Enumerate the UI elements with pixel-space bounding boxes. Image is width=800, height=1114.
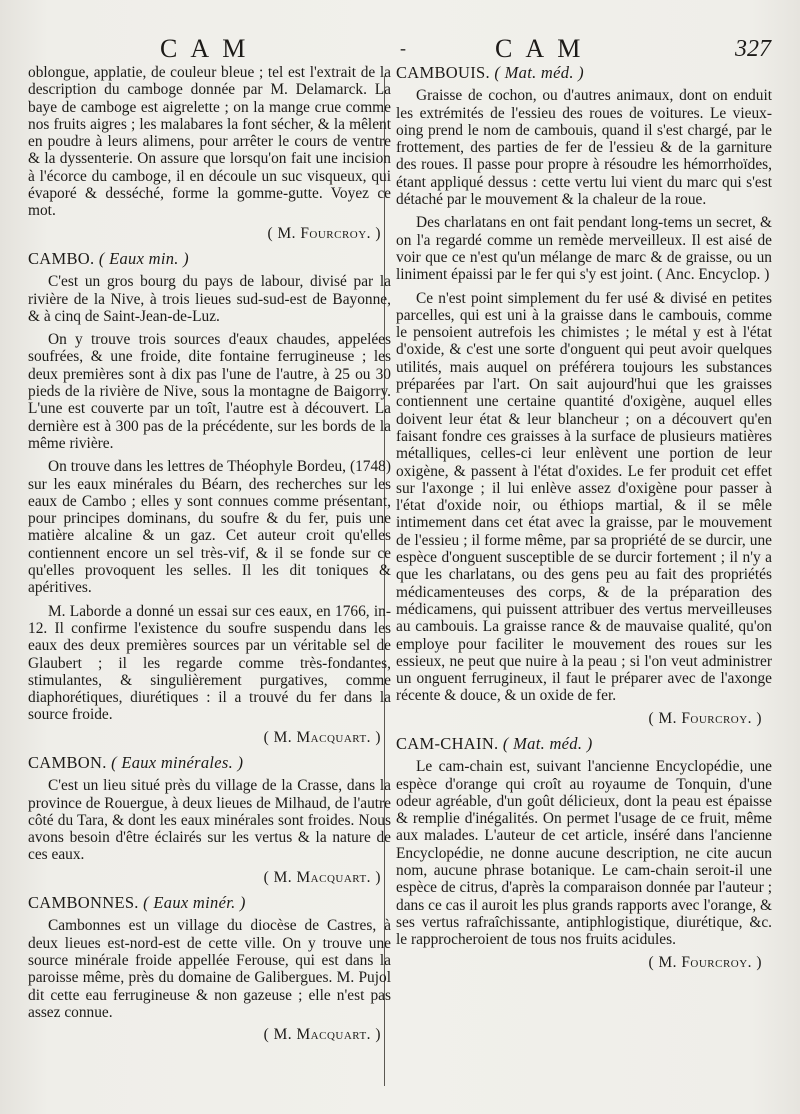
author-signature: ( M. Macquart. ) — [263, 1026, 381, 1044]
entry-cam-chain — [396, 735, 772, 971]
entry-paragraph: C'est un lieu situé près du village de la Crasse, dans la province de Rouergue, à deux lieues de Milhaud, de l'autre côté du Tara, & dont les eaux minérales sont froides. Nous avons besoin d'être éclairés sur les vertus & la nature de ces eaux. — [28, 777, 391, 864]
running-head-dash: - — [400, 38, 406, 58]
entry-category: ( Mat. méd. ) — [502, 733, 593, 753]
author-signature: ( M. Macquart. ) — [263, 868, 381, 886]
entry-title: CAMBONNES. — [28, 893, 139, 913]
entry-text: oblongue, applatie, de couleur bleue ; tel est l'extrait de la description du camboge donnée par M. Delamarck. La baye de camboge est aigrelette ; on la mange crue comme nos fruits aigres ; les malabares la font sécher, & la mêlent en poudre à leurs alimens, pour arrêter le cours de ventre & la dyssenterie. On assure que lorsqu'on fait une incision à l'écorce du camboge, il en découle un suc visqueux, qui évaporé & desséché, forme la gomme-gutte. Voyez ce mot. — [28, 64, 391, 220]
entry-heading — [396, 64, 772, 81]
entry-camboge-continued — [28, 64, 391, 242]
entry-paragraph: Ce n'est point simplement du fer usé & divisé en petites parcelles, qui est uni à la graisse dans le cambouis, comme le pensoient autrefois les chimistes ; le métal y est à l'état d'oxide, & c'est une sorte d'onguent qui peut avoir quelques utilités, mais auquel on préférera toujours les substances préparées par l'art. On sait aujourd'hui que les graisses contiennent une certaine quantité d'oxigène, auquel elles doivent leur état & leur blancheur ; on a découvert qu'en faisant fondre ces graisses à la surface de plusieurs matières métalliques, celles-ci leur enlèvent une portion de leur oxigène, & passent à l'état d'oxides. Le fer produit cet effet sur l'axonge ; il lui enlève assez d'oxigène pour passer à l'état d'oxide noir, ou éthiops martial, & il se mêle intimement dans cet état avec la graisse, par le mouvement de l'essieu ; il forme même, par sa propriété de se durcir, une espèce d'onguent susceptible de se durcir fortement ; il n'y a que les charlatans, ou des gens peu au fait des propriétés médicamenteuses des corps, & de la préparation des médicamens, qui puissent attribuer des vertus merveilleuses au cambouis. La graisse rance & de mauvaise qualité, qu'on employe pour faciliter le mouvement des roues sur les essieux, ne peut que nuire à la peau ; si l'on veut administrer un onguent ferrugineux, il faut le préparer avec de l'axonge récente & douce, & un oxide de fer. — [396, 289, 772, 705]
entry-category: ( Mat. méd. ) — [494, 63, 584, 82]
entry-title: CAMBOUIS. — [396, 63, 490, 82]
right-column — [396, 64, 772, 979]
entry-cambonnes — [28, 894, 391, 1043]
left-column — [28, 64, 391, 1051]
running-head-left: C A M — [160, 34, 250, 63]
entry-paragraph: On trouve dans les lettres de Théophyle Bordeu, (1748) sur les eaux minérales du Béarn, des recherches sur les eaux de Cambo ; elles y sont connues comme présentant, pour principes dominans, du soufre & du fer, puis une matière alcaline & un gaz. Cet auteur croit qu'elles contiennent encore un sel très-vif, & il se fonde sur ce qu'elles provoquent les selles. Il les dit toniques & apéritives. — [28, 458, 391, 597]
entry-paragraph: M. Laborde a donné un essai sur ces eaux, en 1766, in-12. Il confirme l'existence du soufre suspendu dans les eaux des deux premières sources par un véritable sel de Glaubert ; il les regarde comme très-fondantes, stimulantes, & singulièrement purgatives, comme diaphorétiques, diurétiques : il a trouvé du fer dans la source froide. — [28, 602, 391, 724]
entry-title: CAMBO. — [28, 248, 95, 268]
entry-paragraph: Le cam-chain est, suivant l'ancienne Encyclopédie, une espèce d'orange qui croît au royaume de Tonquin, d'une odeur agréable, d'un goût délicieux, dont la peau est épaisse & remplie d'inégalités. On permet l'usage de ce fruit, même aux malades. L'auteur de cet article, inséré dans l'ancienne Encyclopédie, ne donne aucune description, ne cite aucun nom, aucune phrase botanique. Le cam-chain seroit-il une espèce de citrus, d'après la comparaison donnée par l'auteur ; dans ce cas il auroit les plus grands rapports avec l'orange, & ses vertus rafraîchissante, antiphlogistique, diurétique, &c. le rapprocheroient de tous nos fruits acidules. — [396, 758, 772, 949]
author-signature: ( M. Fourcroy. ) — [648, 709, 762, 727]
author-signature: ( M. Fourcroy. ) — [648, 953, 762, 971]
entry-cambouis — [396, 64, 772, 727]
page-number: 327 — [735, 36, 771, 62]
entry-heading — [28, 754, 391, 771]
entry-paragraph: C'est un gros bourg du pays de labour, divisé par la rivière de la Nive, à trois lieues sud-sud-est de Bayonne, & à cinq de Saint-Jean-de-Luz. — [28, 273, 391, 325]
entry-heading — [28, 250, 391, 267]
entry-cambon — [28, 754, 391, 886]
entry-paragraph: Cambonnes est un village du diocèse de Castres, à deux lieues est-nord-est de cette ville. On y trouve une source minérale froide appellée Ferouse, qui est dans la paroisse même, près du domaine de Galibergues. M. Pujol dit cette eau ferrugineuse & non gazeuse ; elle n'est pas assez connue. — [28, 917, 391, 1021]
entry-heading — [396, 735, 772, 752]
entry-paragraph: Des charlatans en ont fait pendant long-tems un secret, & on l'a regardé comme un remède merveilleux. Il est aisé de voir que ce n'est qu'un mélange de marc & de graisse, ou un liniment épaissi par le fer qui s'y est joint. ( Anc. Encyclop. ) — [396, 214, 772, 284]
entry-title: CAM-CHAIN. — [396, 733, 499, 753]
entry-paragraph: Graisse de cochon, ou d'autres animaux, dont on enduit les extrémités de l'essieu des roues de voitures. Le vieux-oing prend le nom de cambouis, quand il s'est chargé, par le frottement, des parties de fer de l'essieu & de la garniture des roues. Il passe pour propre à résoudre les hémorrhoïdes, étant appliqué dessus : cette vertu lui vient du marc qui s'est détaché par le mouvement & la chaleur de la roue. — [396, 87, 772, 209]
author-signature: ( M. Fourcroy. ) — [267, 224, 381, 242]
entry-category: ( Eaux minérales. ) — [111, 752, 244, 772]
running-head-right: C A M — [495, 34, 585, 63]
entry-paragraph: On y trouve trois sources d'eaux chaudes, appelées soufrées, & une froide, dite fontaine ferrugineuse ; les deux premières sont à dix pas l'une de l'autre, à 25 ou 30 pieds de la rivière de Nive, sous la montagne de Baigorry. L'une est couverte par un toît, l'autre est à découvert. La dernière est à 300 pas de la précédente, sur les bords de la même rivière. — [28, 331, 391, 452]
entry-category: ( Eaux minér. ) — [143, 893, 246, 913]
author-signature: ( M. Macquart. ) — [263, 728, 381, 746]
entry-cambo — [28, 250, 391, 746]
running-head — [0, 30, 800, 66]
entry-title: CAMBON. — [28, 752, 107, 772]
entry-category: ( Eaux min. ) — [98, 248, 189, 268]
entry-heading — [28, 894, 391, 911]
